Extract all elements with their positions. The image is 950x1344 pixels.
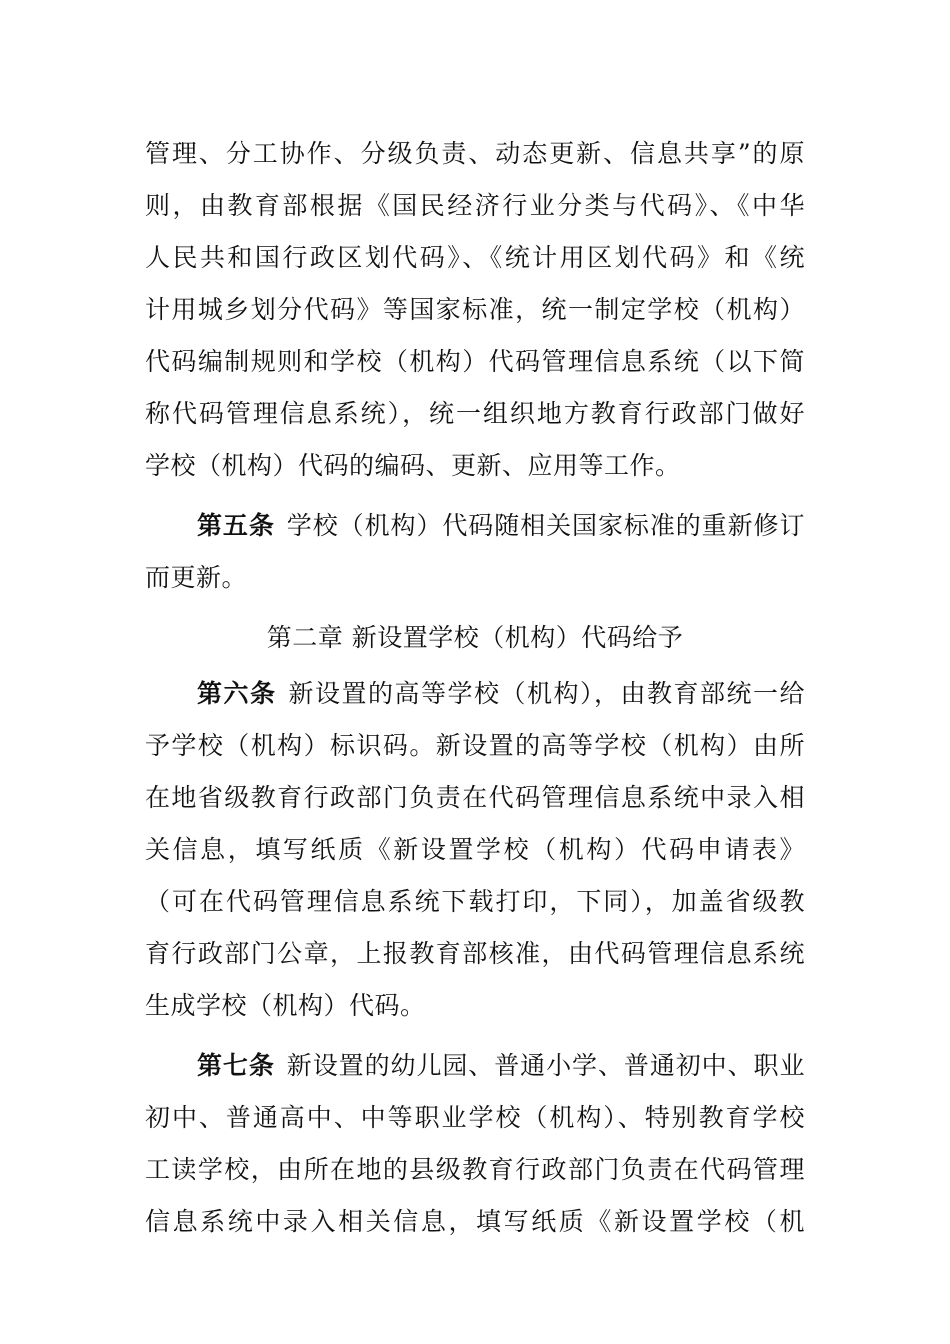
- article-label: 第七条: [197, 1051, 275, 1080]
- text-line: 育行政部门公章，上报教育部核准，由代码管理信息系统: [145, 939, 805, 968]
- text-line: 人民共和国行政区划代码》、《统计用区划代码》和《统: [145, 243, 805, 272]
- text-line: 在地省级教育行政部门负责在代码管理信息系统中录入相: [145, 783, 805, 812]
- text-line: 则，由教育部根据《国民经济行业分类与代码》、《中华: [145, 191, 805, 220]
- document-page: [145, 128, 805, 1248]
- text-line: 学校（机构）代码的编码、更新、应用等工作。: [145, 451, 681, 480]
- article-text: 学校（机构）代码随相关国家标准的重新修订: [286, 511, 805, 540]
- article-label: 第五条: [197, 511, 275, 540]
- text-line: 管理、分工协作、分级负责、动态更新、信息共享”的原: [145, 139, 805, 168]
- text-line: 关信息，填写纸质《新设置学校（机构）代码申请表》: [145, 835, 805, 864]
- article-first-line: [145, 668, 805, 720]
- text-line: 工读学校，由所在地的县级教育行政部门负责在代码管理: [145, 1155, 805, 1184]
- text-line: 称代码管理信息系统），统一组织地方教育行政部门做好: [145, 399, 805, 428]
- article-first-line: [145, 1040, 805, 1092]
- paragraph-principles: [145, 128, 805, 492]
- text-line: 代码编制规则和学校（机构）代码管理信息系统（以下简: [145, 347, 805, 376]
- article-7: [145, 1040, 805, 1248]
- text-line: 予学校（机构）标识码。新设置的高等学校（机构）由所: [145, 731, 805, 760]
- text-line: 信息系统中录入相关信息，填写纸质《新设置学校（机: [145, 1207, 805, 1236]
- text-line: 而更新。: [145, 563, 248, 592]
- article-label: 第六条: [197, 679, 277, 708]
- article-6: [145, 668, 805, 1032]
- text-line: （可在代码管理信息系统下载打印，下同），加盖省级教: [145, 887, 805, 916]
- text-line: 生成学校（机构）代码。: [145, 991, 426, 1020]
- chapter-heading: 第二章 新设置学校（机构）代码给予: [266, 623, 684, 652]
- article-text: 新设置的高等学校（机构），由教育部统一给: [288, 679, 805, 708]
- text-line: 计用城乡划分代码》等国家标准，统一制定学校（机构）: [145, 295, 805, 324]
- text-line: 初中、普通高中、中等职业学校（机构）、特别教育学校: [145, 1103, 805, 1132]
- article-text: 新设置的幼儿园、普通小学、普通初中、职业: [286, 1051, 805, 1080]
- article-first-line: [145, 500, 805, 552]
- article-5: [145, 500, 805, 604]
